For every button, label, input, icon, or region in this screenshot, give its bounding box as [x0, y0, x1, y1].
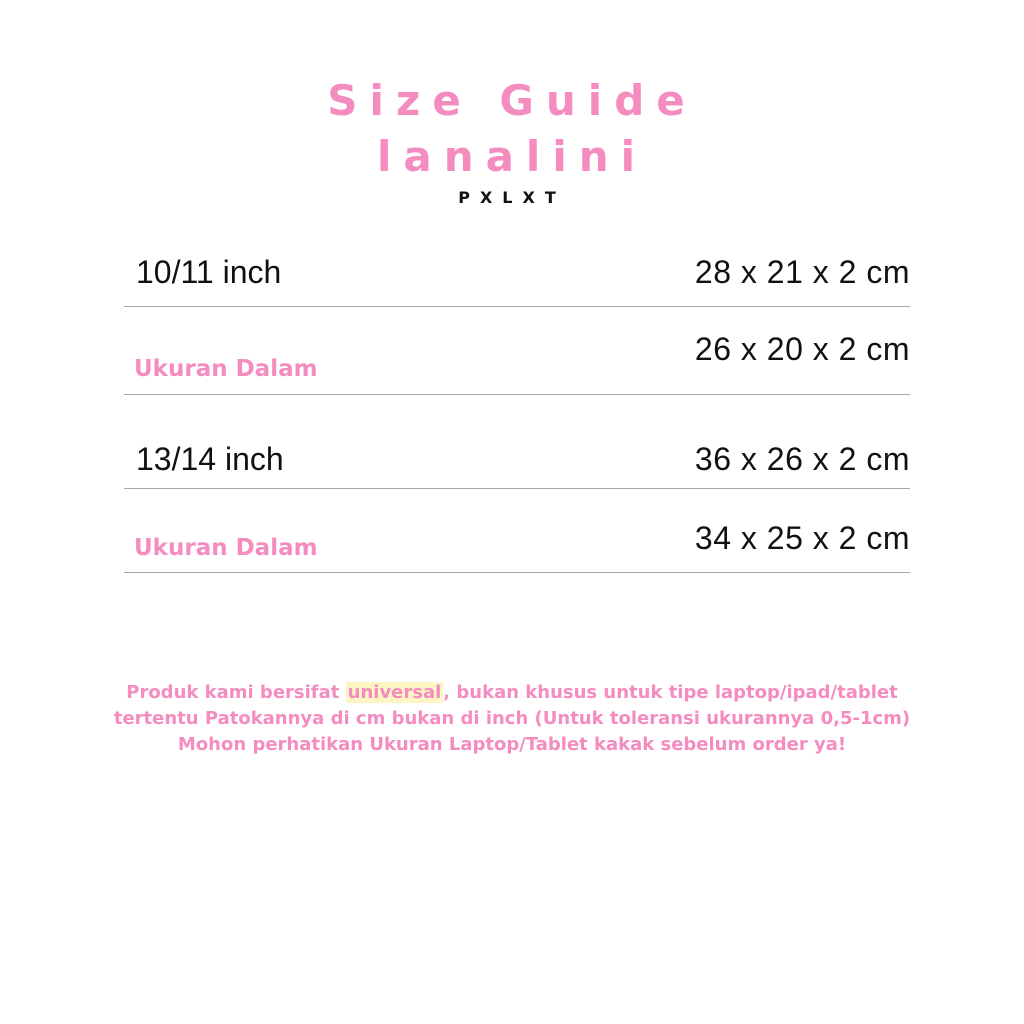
size-label: 13/14 inch	[136, 441, 284, 477]
inner-row-13-14	[124, 489, 910, 573]
inner-row-10-11	[124, 307, 910, 395]
inner-size-label: Ukuran Dalam	[134, 356, 318, 382]
disclaimer-note	[40, 680, 984, 758]
note-text: , bukan khusus untuk tipe laptop/ipad/tablet	[443, 682, 898, 703]
outer-dimensions: 36 x 26 x 2 cm	[694, 441, 910, 477]
note-line-2: tertentu Patokannya di cm bukan di inch (Untuk toleransi ukurannya 0,5-1cm)	[113, 708, 911, 729]
size-row-13-14	[124, 395, 910, 489]
brand-subtitle: PXLXT	[458, 188, 566, 207]
inner-size-label: Ukuran Dalam	[134, 535, 318, 561]
size-label: 10/11 inch	[136, 254, 282, 290]
note-text: Produk kami bersifat	[126, 682, 346, 703]
inner-dimensions: 26 x 20 x 2 cm	[694, 331, 910, 367]
note-line-3: Mohon perhatikan Ukuran Laptop/Tablet kakak sebelum order ya!	[177, 734, 847, 755]
title-brand-name: lanalini	[376, 132, 648, 181]
outer-dimensions: 28 x 21 x 2 cm	[694, 254, 910, 290]
inner-dimensions: 34 x 25 x 2 cm	[694, 520, 910, 556]
note-line-1	[40, 680, 984, 706]
highlight-universal: universal	[347, 682, 442, 703]
size-row-10-11	[124, 240, 910, 307]
title-size-guide: Size Guide	[327, 76, 697, 125]
